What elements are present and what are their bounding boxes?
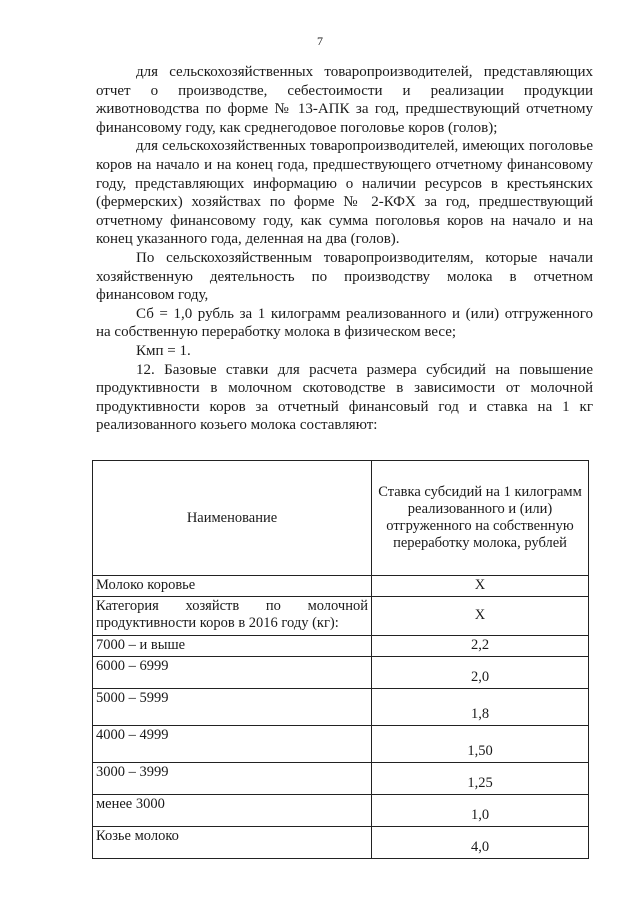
paragraph-new-producers: По сельскохозяйственным товаропроизводителям, которые начали хозяйственную деятельность по производству молока в отчетном финансовом году,: [96, 249, 593, 304]
table-row: [93, 597, 589, 636]
row-rate-5000: 1,8: [372, 689, 589, 726]
row-name-category: Категория хозяйств по молочной продуктивности коров в 2016 году (кг):: [93, 597, 372, 636]
row-name-less-3000: менее 3000: [93, 795, 372, 827]
body-text: [96, 63, 593, 435]
table-row: [93, 795, 589, 827]
table-row: [93, 763, 589, 795]
page-number: 7: [317, 34, 323, 48]
table-header-row: [93, 461, 589, 576]
row-name-7000: 7000 – и выше: [93, 636, 372, 657]
row-rate-7000: 2,2: [372, 636, 589, 657]
header-name-cell: Наименование: [93, 461, 372, 576]
row-name-5000: 5000 – 5999: [93, 689, 372, 726]
paragraph-form-13-apk: для сельскохозяйственных товаропроизводителей, представляющих отчет о производстве, себестоимости и реализации продукции животноводства по форме № 13-АПК за год, предшествующий отчетному финансовому году, как среднегодовое поголовье коров (голов);: [96, 64, 593, 136]
table-row: [93, 726, 589, 763]
row-name-cow-milk: Молоко коровье: [93, 576, 372, 597]
row-rate-6000: 2,0: [372, 657, 589, 689]
table-row: [93, 636, 589, 657]
row-name-3000: 3000 – 3999: [93, 763, 372, 795]
table-row: [93, 576, 589, 597]
paragraph-kmp-formula: Кмп = 1.: [136, 342, 191, 359]
row-name-goat-milk: Козье молоко: [93, 827, 372, 859]
row-rate-3000: 1,25: [372, 763, 589, 795]
row-rate-cow-milk: Х: [372, 576, 589, 597]
row-name-6000: 6000 – 6999: [93, 657, 372, 689]
row-rate-category: Х: [372, 597, 589, 636]
row-rate-4000: 1,50: [372, 726, 589, 763]
row-rate-goat-milk: 4,0: [372, 827, 589, 859]
paragraph-item-12: 12. Базовые ставки для расчета размера субсидий на повышение продуктивности в молочном скотоводстве в зависимости от молочной продуктивности коров за отчетный финансовый год и ставка на 1 кг реализованного козьего молока составляют:: [96, 361, 593, 434]
paragraph-form-2-kfh: для сельскохозяйственных товаропроизводителей, имеющих поголовье коров на начало и на конец года, предшествующего отчетному финансовому году, представляющих информацию о наличии ресурсов в крестьянских (фермерских) хозяйствах по форме № 2-КФХ за год, предшествующий отчетному финансовому году, как сумма поголовья коров на начало и на конец указанного года, деленная на два (голов).: [96, 138, 593, 248]
table-row: [93, 827, 589, 859]
table-row: [93, 689, 589, 726]
table-row: [93, 657, 589, 689]
row-name-4000: 4000 – 4999: [93, 726, 372, 763]
paragraph-sb-formula: Сб = 1,0 рубль за 1 килограмм реализованного и (или) отгруженного на собственную переработку молока в физическом весе;: [96, 305, 593, 341]
row-rate-less-3000: 1,0: [372, 795, 589, 827]
header-rate-cell: Ставка субсидий на 1 килограмм реализованного и (или) отгруженного на собственную переработку молока, рублей: [372, 461, 589, 576]
subsidy-rates-table: [92, 460, 589, 859]
